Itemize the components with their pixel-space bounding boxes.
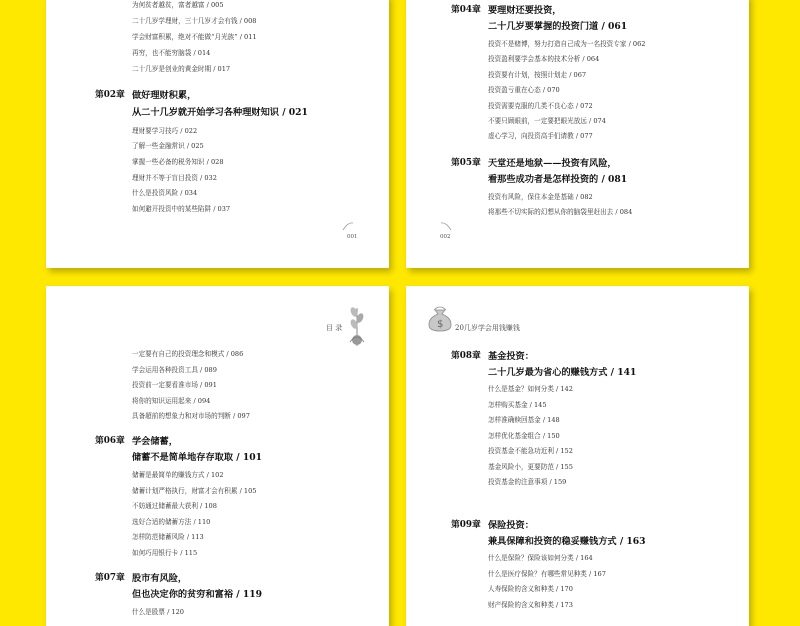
toc-entry: 投资基金的注意事项 / 159 [488,478,567,486]
toc-entry: 储蓄计划严格执行，财富才会有积累 / 105 [132,487,257,495]
chapter-subtitle: 兼具保障和投资的稳妥赚钱方式 / 163 [488,536,646,547]
toc-entry: 如何巧用银行卡 / 115 [132,549,198,557]
chapter-subtitle: 看那些成功者是怎样投资的 / 081 [488,174,628,185]
toc-entry: 将你的知识运用起来 / 094 [132,397,211,405]
chapter-number: 第07章 [95,573,125,583]
toc-entry: 怎样优化基金组合 / 150 [488,432,560,440]
running-header: 20几岁学会用钱赚钱 [455,324,520,332]
chapter-number: 第02章 [95,90,125,100]
chapter-subtitle: 从二十几岁就开始学习各种理财知识 / 021 [132,107,308,118]
page-number: 002 [440,234,451,240]
toc-entry: 储蓄是最简单的赚钱方式 / 102 [132,471,224,479]
toc-entry: 人寿保险的含义和种类 / 170 [488,585,573,593]
chapter-title: 基金投资： [488,351,534,362]
toc-entry: 理财并不等于盲目投资 / 032 [132,174,217,182]
toc-entry: 投资盈利要学会基本的技术分析 / 064 [488,55,600,63]
toc-entry: 一定要有自己的投资理念和模式 / 086 [132,350,244,358]
chapter-number: 第04章 [451,5,481,15]
chapter-subtitle: 二十几岁要掌握的投资门道 / 061 [488,21,628,32]
toc-entry: 再穷，也不能穷脑袋 / 014 [132,49,211,57]
chapter-number: 第09章 [451,520,481,530]
toc-entry: 掌握一些必备的税务知识 / 028 [132,158,224,166]
chapter-title: 学会储蓄， [132,436,178,447]
money-bag-icon [426,302,454,332]
chapter-title: 要理财还要投资， [488,5,562,16]
toc-entry: 怎样防范储蓄风险 / 113 [132,533,204,541]
chapter-number: 第06章 [95,436,125,446]
page-number: 001 [347,234,358,240]
toc-entry: 投资不是赌博，努力打造自己成为一名投资专家 / 062 [488,40,646,48]
toc-entry: 基金风险小，更要防范 / 155 [488,463,573,471]
book-page-toc-2 [406,0,749,268]
wheat-money-ornament-icon [346,302,368,348]
toc-entry: 如何避开投资中的某些陷阱 / 037 [132,205,231,213]
toc-entry: 什么是保险？保险该如何分类 / 164 [488,554,593,562]
toc-entry: 二十几岁学理财，三十几岁才会有钱 / 008 [132,17,257,25]
toc-entry: 投资有风险，保住本金是基础 / 082 [488,193,593,201]
chapter-title: 保险投资： [488,520,534,531]
book-page-toc-1 [46,0,389,268]
chapter-title: 天堂还是地狱——投资有风险， [488,158,617,169]
chapter-number: 第08章 [451,351,481,361]
chapter-title: 股市有风险， [132,573,188,584]
toc-entry: 什么是医疗保险？有哪些常见种类 / 167 [488,570,606,578]
toc-entry: 虚心学习，向投资高手们请教 / 077 [488,132,593,140]
toc-entry: 怎样购买基金 / 145 [488,401,547,409]
toc-entry: 财产保险的含义和种类 / 173 [488,601,573,609]
toc-entry: 什么是股票 / 120 [132,608,184,616]
toc-entry: 学会运用各种投资工具 / 089 [132,366,217,374]
leaf-ornament-icon [440,221,452,231]
toc-entry: 选好合适的储蓄方法 / 110 [132,518,211,526]
book-page-toc-4 [406,286,749,626]
toc-entry: 投资盈亏重在心态 / 070 [488,86,560,94]
toc-entry: 不要只顾眼前，一定要把眼光放远 / 074 [488,117,606,125]
toc-entry: 学会财富积累，绝对不能做“月光族” / 011 [132,33,257,41]
toc-entry: 将那些不切实际的幻想从你的脑袋里赶出去 / 084 [488,208,633,216]
toc-entry: 理财要学习技巧 / 022 [132,127,198,135]
book-page-toc-3 [46,286,389,626]
toc-entry: 投资前一定要看准市场 / 091 [132,381,217,389]
toc-entry: 怎样准确赎回基金 / 148 [488,416,560,424]
toc-entry: 什么是基金？如何分类 / 142 [488,385,573,393]
toc-entry: 投资基金不能急功近利 / 152 [488,447,573,455]
svg-text:$: $ [437,319,444,330]
toc-entry: 投资要有计划，按照计划走 / 067 [488,71,587,79]
chapter-title: 做好理财积累， [132,90,197,101]
toc-entry: 了解一些金融常识 / 025 [132,142,204,150]
toc-entry: 为何贫者越贫，富者越富 / 005 [132,1,224,9]
toc-entry: 具备超前的想象力和对市场的判断 / 097 [132,412,250,420]
toc-entry: 投资需要克服的几类不良心态 / 072 [488,102,593,110]
chapter-subtitle: 储蓄不是简单地存存取取 / 101 [132,452,262,463]
chapter-subtitle: 但也决定你的贫穷和富裕 / 119 [132,589,262,600]
chapter-number: 第05章 [451,158,481,168]
toc-entry: 什么是投资风险 / 034 [132,189,198,197]
leaf-ornament-icon [342,221,354,231]
toc-entry: 不妨通过储蓄最大获利 / 108 [132,502,217,510]
chapter-subtitle: 二十几岁最为省心的赚钱方式 / 141 [488,367,637,378]
toc-entry: 二十几岁是创业的黄金时期 / 017 [132,65,231,73]
running-header: 目 录 [326,324,343,332]
